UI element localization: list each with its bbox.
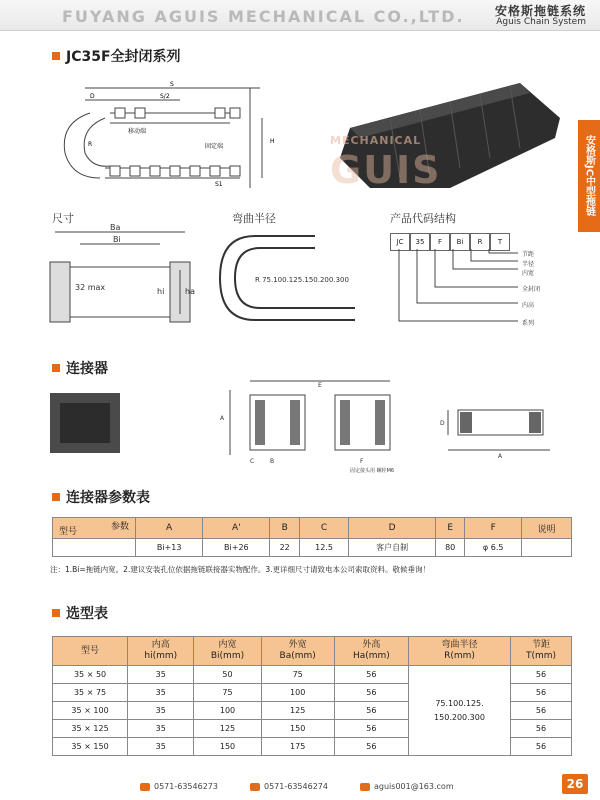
side-tab: 安格斯JC中型拖链 [578,120,600,232]
cell: 125 [194,720,261,738]
header-col: C [299,518,348,539]
label-moving-end: 移动端 [128,128,147,135]
table-note: 注：1.Bi=拖链内宽。2.建议安装孔位依据拖链联接器实物配作。3.更详细尺寸请致电本公司索取资料。敬候垂询！ [50,565,430,574]
cell: 56 [334,738,408,756]
watermark-brand: GUIS [330,148,442,192]
cell: 56 [334,702,408,720]
label-b: B [270,458,275,465]
cell: 56 [334,720,408,738]
page-number: 26 [562,774,588,794]
header-cn: 外高 [362,640,381,650]
label-ba: Ba [110,223,121,232]
connector-photo [50,393,125,458]
header-en: Bi(mm) [210,651,245,661]
label-r: R [88,141,93,148]
section-title-text: 连接器参数表 [66,490,150,506]
cell: 35 [128,720,194,738]
header-col [409,637,511,666]
connector-param-table [52,517,572,557]
header-col [128,637,194,666]
bend-values: R 75.100.125.150.200.300 [255,276,349,284]
header-cn: 弯曲半径 [441,640,478,650]
label-ha: ha [185,287,195,296]
footer-tel2 [250,782,328,791]
mail-icon [360,783,370,791]
code-part: JC [390,233,410,251]
cross-section-drawing [45,222,195,337]
fax-icon [250,783,260,791]
cell [521,539,571,557]
label-a-end: A [498,453,503,460]
product-code-label: 产品代码结构 [390,212,456,225]
header-col [261,637,334,666]
cell: 150 [261,720,334,738]
header-en: hi(mm) [144,651,178,661]
header-col: 说明 [521,518,571,539]
tel1-text: 0571-63546273 [154,782,218,791]
section-title-connector [52,358,108,378]
header-col: D [349,518,436,539]
cell: 22 [270,539,299,557]
code-legend-3: 内宽 [522,270,535,277]
label-c: C [250,458,255,465]
table-row [53,666,572,684]
brand-en: Aguis Chain System [496,17,586,27]
label-f: F [360,458,364,465]
cell: 100 [261,684,334,702]
radius-cell: 75.100.125. 150.200.300 [409,666,511,756]
chain-side-drawing [50,78,290,198]
param-model-header [53,518,136,539]
cell: 75 [261,666,334,684]
header-col: F [465,518,522,539]
phone-icon [140,783,150,791]
header-col [53,637,128,666]
header-en: Ha(mm) [352,651,390,661]
cell: 客户自制 [349,539,436,557]
dimension-label: 尺寸 [52,212,74,225]
code-legend-2: 半径 [522,261,535,268]
code-legend-1: 节距 [522,251,535,258]
cell: 150 [194,738,261,756]
code-part: 35 [410,233,430,251]
cell: 35 × 100 [53,702,128,720]
section-title-series [52,46,181,66]
cell: 35 [128,738,194,756]
label-s2: S/2 [160,93,170,100]
cell: 35 × 50 [53,666,128,684]
email-text: aguis001@163.com [374,782,454,791]
bullet-square-icon [52,52,60,60]
header-model: 型号 [59,527,78,537]
label-e: E [318,382,322,389]
header-param: 参数 [110,522,129,532]
label-s: S [170,81,174,88]
code-part: R [470,233,490,251]
footer-email [360,782,454,791]
table-row [53,539,572,557]
cell: 56 [510,738,571,756]
selection-table [52,636,572,756]
header-cn: 型号 [81,645,100,656]
section-title-text: 连接器 [66,361,108,377]
cell: 35 × 75 [53,684,128,702]
bend-radius-drawing [215,228,365,328]
header-cn: 内宽 [218,640,237,650]
header-en: T(mm) [525,651,557,661]
section-title-selection [52,603,108,623]
watermark-sub: MECHANICAL [330,134,422,147]
cell: 50 [194,666,261,684]
section-title-text: 选型表 [66,606,108,622]
header-col: B [270,518,299,539]
label-a: A [220,415,225,422]
cell: 175 [261,738,334,756]
cell: 35 × 125 [53,720,128,738]
cell: 35 [128,702,194,720]
header-col [334,637,408,666]
cell: 56 [510,720,571,738]
cell: 100 [194,702,261,720]
header-cn: 外宽 [288,640,307,650]
footer-tel1 [140,782,218,791]
bolt-note: 固定接头用 螺栓M6 [350,468,395,474]
connector-drawing [210,375,415,475]
bend-radius-label: 弯曲半径 [232,212,276,225]
tel2-text: 0571-63546274 [264,782,328,791]
cell: 56 [510,684,571,702]
section-title-connector-params [52,487,150,507]
cell: Bi+13 [136,539,203,557]
label-h: H [270,138,275,145]
header-col: A [136,518,203,539]
header-col: A' [203,518,270,539]
label-fixed-end: 固定端 [205,143,224,150]
header-col [510,637,571,666]
section-title-text: JC35F全封闭系列 [66,49,181,65]
label-d: D [440,420,445,427]
header-en: R(mm) [444,651,475,661]
code-legend-4: 全封闭 [522,286,541,293]
cell: 75 [194,684,261,702]
label-hi: hi [157,287,165,296]
connector-end-drawing [438,395,558,460]
bullet-square-icon [52,493,60,501]
code-legend-5: 内高 [522,302,535,309]
code-part: T [490,233,510,251]
label-s1: S1 [215,181,223,188]
cell: 80 [435,539,464,557]
code-part: F [430,233,450,251]
company-name: FUYANG AGUIS MECHANICAL CO.,LTD. [62,7,465,26]
code-part: Bi [450,233,470,251]
header-cn: 节距 [531,640,550,650]
header-en: Ba(mm) [279,651,316,661]
bullet-square-icon [52,364,60,372]
cell: 56 [510,666,571,684]
header-cn: 内高 [151,640,170,650]
cell: 35 [128,666,194,684]
code-legend-6: 系列 [522,320,535,327]
bullet-square-icon [52,609,60,617]
header-col [194,637,261,666]
cell: φ 6.5 [465,539,522,557]
cell: Bi+26 [203,539,270,557]
label-bi: Bi [113,235,121,244]
label-d: D [90,93,95,100]
cell: 56 [510,702,571,720]
brand-cn: 安格斯拖链系统 [494,4,586,18]
code-structure-lines [390,249,530,329]
header-col: E [435,518,464,539]
cell: 125 [261,702,334,720]
cell: 35 [128,684,194,702]
cell: 35 × 150 [53,738,128,756]
cell: 56 [334,666,408,684]
cell: 12.5 [299,539,348,557]
cell: 56 [334,684,408,702]
label-max: 32 max [75,283,106,292]
